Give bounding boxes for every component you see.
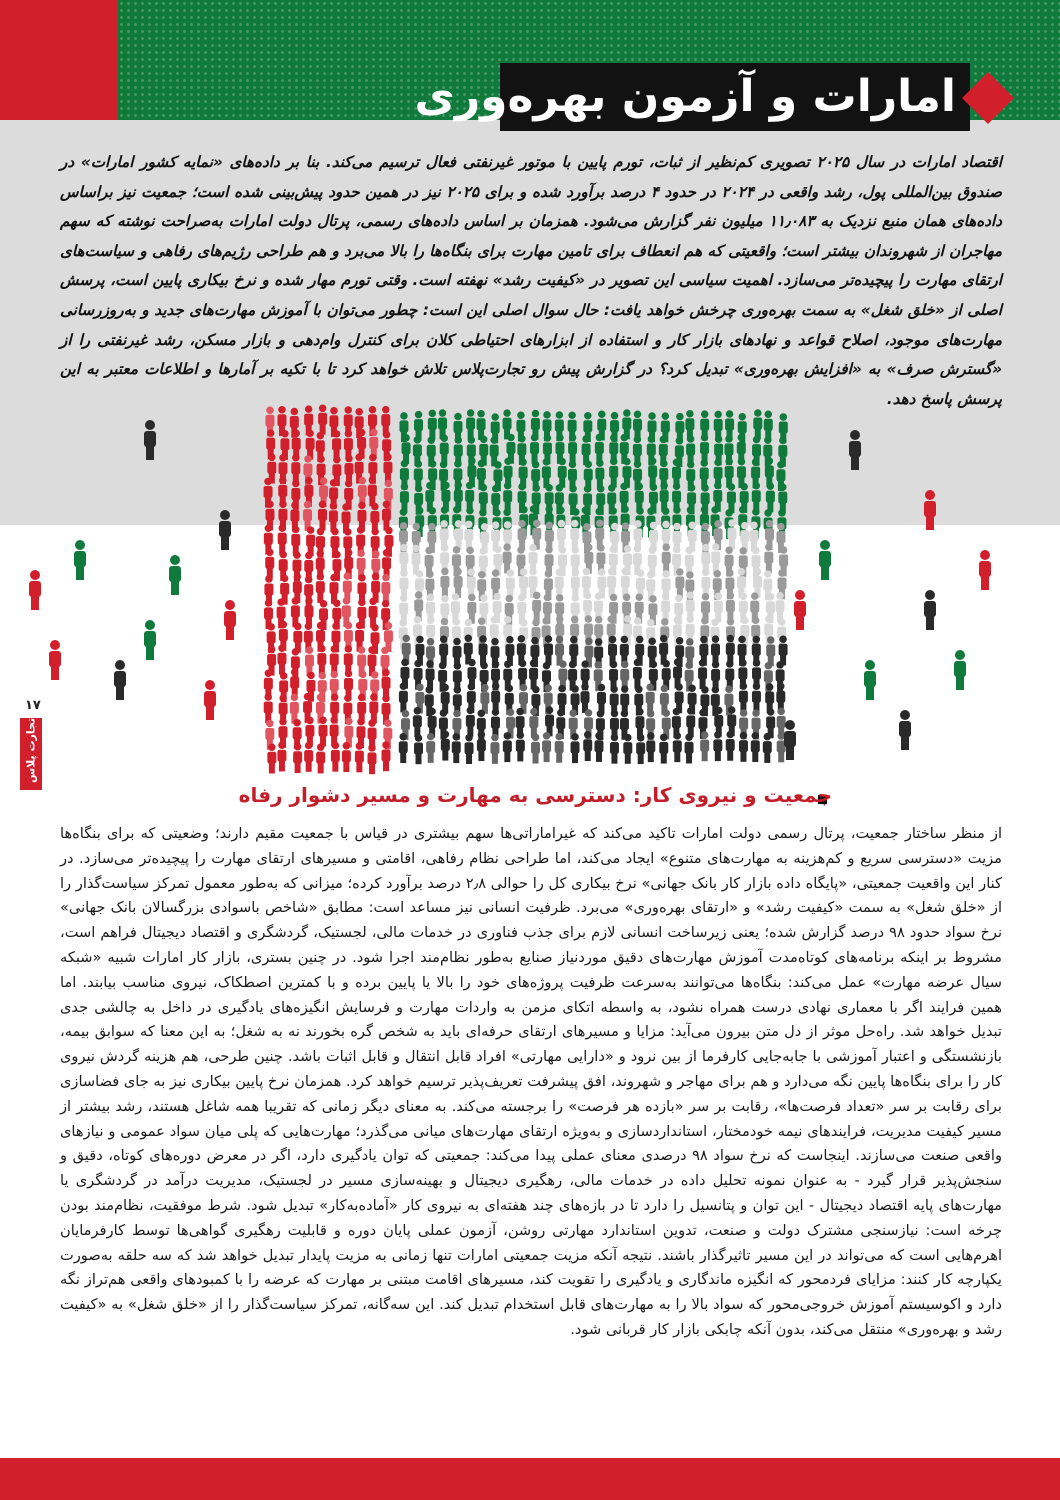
person-figure-icon <box>293 623 302 653</box>
person-figure-icon <box>819 540 831 580</box>
person-figure-icon <box>621 567 630 597</box>
person-figure-icon <box>924 490 936 530</box>
person-figure-icon <box>726 731 735 761</box>
person-figure-icon <box>739 682 748 712</box>
person-figure-icon <box>382 501 391 531</box>
person-figure-icon <box>369 598 378 628</box>
person-figure-icon <box>518 520 527 550</box>
person-figure-icon <box>726 592 735 622</box>
person-figure-icon <box>440 568 449 598</box>
intro-paragraph: اقتصاد امارات در سال ۲۰۲۵ تصویری کم‌نظیر از ثبات، تورم پایین با موتور غیرنفتی فعال ترسیم می‌کند. بنا بر داده‌های «نمایه کشور امارات» در صندوق بین‌المللی پول، رشد واقعی در ۲۰۲۴ در حدود ۴ درصد برآورد شده و برای ۲۰۲۵ نیز در همین حدود پیش‌بینی شده است؛ جمعیت نیز براساس داده‌های همان منبع نزدیک به ۱۱٫۰۸۳ میلیون نفر گزارش می‌شود. همزمان بر اساس داده‌های رسمی، پرتال دولت امارات به‌صراحت نوشته که سهم مهاجران از شهروندان بیشتر است؛ واقعیتی که هم انعطاف برای تامین مهارت برای بنگاه‌ها را بالا می‌برد و هم طراحی رژیم‌های رفاهی و سیاست‌های ارتقای مهارت را پیچیده‌تر می‌سازد. اهمیت سیاسی این تصویر در «کیفیت رشد» نهفته است. وقتی تورم مهار شده و نرخ بیکاری پایین است، پرسش اصلی از «خلق شغل» به سمت بهره‌وری چرخش خواهد یافت: حال سوال اصلی این است: چطور می‌توان با آموزش مهارت‌های جدید و به‌روزرسانی مهارت‌های موجود، اصلاح قواعد و نهادهای بازار کار و استفاده از ابزارهای احتیاطی کلان برای کنترل وام‌دهی و بازار مسکن، رشد غیرنفتی را از «گسترش صرف» به «افزایش بهره‌وری» تبدیل کرد؟ در گزارش پیش رو تجارت‌پلاس تلاش خواهد کرد تا با تکیه بر آمارها و اطلاعات معتبر به این پرسش پاسخ دهد. <box>60 153 1002 408</box>
person-figure-icon <box>452 733 461 763</box>
person-figure-icon <box>264 693 273 723</box>
person-figure-icon <box>506 569 515 599</box>
person-figure-icon <box>465 734 474 764</box>
person-figure-icon <box>778 483 787 513</box>
section-body: از منظر ساختار جمعیت، پرتال رسمی دولت امارات تاکید می‌کند که غیراماراتی‌ها سهم بیشتری در قیاس با جمعیت مقیم دارند؛ وضعیتی که برای بنگاه‌ها مزیت «دسترسی سریع و کم‌هزینه به مهارت‌های متنوع» ایجاد می‌کند، اما طراحی نظام رفاهی، اقامتی و مسیرهای ارتقای مهارت را پیچیده‌تر می‌سازد. در کنار این واقعیت جمعیتی، «پایگاه داده بازار کار بانک جهانی» نرخ بیکاری کل را حوالی ۲٫۸ درصد برآورد کرده؛ میزانی که به‌طور معمول تمرکز سیاست‌گذار را از «خلق شغل» به سمت «کیفیت رشد» و «ارتقای بهره‌وری» می‌برد. ظرفیت انسانی نیز مساعد است: مطابق «شاخص باسوادی بزرگسالان بانک جهانی» نرخ سواد حدود ۹۸ درصد گزارش شده؛ یعنی زیرساخت انسانی لازم برای جذب فناوری در خدمات مالی، لجستیک، گردشگری و اقتصاد دیجیتال فراهم است، مشروط بر اینکه برنامه‌های کوتاه‌مدت آموزش مهارت‌های دقیق موردنیاز صنایع به‌طور نظام‌مند اجرا شود. در چنین بستری، بازار کار امارات شبیه «شبکه سیال عرضه مهارت» عمل می‌کند: بنگاه‌ها می‌توانند به‌سرعت ظرفیت پروژه‌های خود را بالا یا پایین برده و با کمترین اصطکاک، نیروی مناسب بیابند. اما همین فرایند اگر با معماری نهادی درست همراه نشود، به واسطه اتکای مزمن به واردات مهارت و فرسایش انگیزه‌های یادگیری در داخل به چالشی جدی تبدیل خواهد شد. راه‌حل موثر از دل متن بیرون می‌آید: مزایا و مسیرهای ارتقای حرفه‌ای باید به شخص گره بخورند نه به شغل؛ به این معنا که سوابق بیمه، بازنشستگی و اعتبار آموزشی با جابه‌جایی کارفرما از بین نرود و «دارایی مهارتی» افراد قابل انتقال و قابل اثبات باشد. چنین طرحی، هم هزینه گردش نیروی کار را برای بنگاه‌ها پایین نگه می‌دارد و هم برای مهاجر و شهروند، افق پیشرفت تعریف‌پذیر ترسیم خواهد کرد. همزمان نرخ پایین بیکاری نیز به جای فضاسازی برای رقابت بر سر «تعداد فرصت‌ها»، رقابت بر سر «بازده هر فرصت» را برجسته می‌کند. به معنای دیگر زمانی که تقریبا همه شاغل هستند، رشد بیشتر از مسیر کیفیت مدیریت، فرایندهای نیمه خودمختار، استانداردسازی و به‌ویژه ارتقای مهارت‌های میانی می‌گذرد؛ مهارت‌هایی که پلی میان سواد عمومی و نیازهای واقعی صنعت می‌سازند. اینجاست که نرخ سواد ۹۸ درصدی معنای عملی پیدا می‌کند: جمعیتی که توان یادگیری دارد، اگر در معرض دوره‌های کوتاه، دقیق و سنجش‌پذیر قرار گیرد - به عنوان نمونه تحلیل داده در خدمات مالی، رهگیری دیجیتال و بهینه‌سازی مسیر در لجستیک، مدیریت درآمد در گردشگری یا مهارت‌های پایه اقتصاد دیجیتال - این توان و پتانسیل را دارد تا در بازه‌های چند هفته‌ای به نیروی کار «آماده‌به‌کار» تبدیل شود. شرط موفقیت، نظام‌مند بودن چرخه است: نیازسنجی مشترک دولت و صنعت، تدوین استاندارد مهارتی روشن، آزمون عملی پایان دوره و قابلیت رهگیری گواهی‌ها توسط کارفرمایان اهرم‌هایی است که می‌تواند در این مسیر تاثیرگذار باشند. نتیجه آنکه مزیت جمعیتی امارات تنها زمانی به مزیت پایدار تبدیل خواهد شد که سه حلقه به‌صورت یکپارچه کار کنند: مزایای فردمحور که انگیزه ماندگاری و یادگیری را تقویت کند، مسیرهای اقامت مبتنی بر مهارت که عرضه را با کمبودهای واقعی هم‌تراز نگه دارد و اکوسیستم آموزش خروجی‌محور که سواد بالا را به مهارت‌های قابل استخدام تبدیل کند. این سه‌گانه، تمرکز سیاست‌گذار را از «خلق شغل» به «کیفیت رشد و بهره‌وری» منتقل می‌کند، بدون آنکه چابکی بازار کار قربانی شود. <box>60 825 1003 1338</box>
person-figure-icon <box>753 409 762 439</box>
person-figure-icon <box>219 510 231 550</box>
person-figure-icon <box>700 731 709 761</box>
person-figure-icon <box>594 732 603 762</box>
person-figure-icon <box>477 618 486 648</box>
person-figure-icon <box>426 660 435 690</box>
person-figure-icon <box>784 720 796 760</box>
person-figure-icon <box>529 660 538 690</box>
person-figure-icon <box>609 458 618 488</box>
person-figure-icon <box>568 434 577 464</box>
person-figure-icon <box>660 482 669 512</box>
person-figure-icon <box>381 574 390 604</box>
person-figure-icon <box>402 434 411 464</box>
person-figure-icon <box>739 732 748 762</box>
person-figure-icon <box>144 620 156 660</box>
person-figure-icon <box>306 430 315 460</box>
person-figure-icon <box>595 434 604 464</box>
person-figure-icon <box>794 590 806 630</box>
person-figure-icon <box>979 550 991 590</box>
person-figure-icon <box>675 568 684 598</box>
person-figure-icon <box>381 741 390 771</box>
person-figure-icon <box>317 645 326 675</box>
footer-bar <box>0 1458 1060 1500</box>
person-figure-icon <box>316 743 325 773</box>
person-figure-icon <box>330 574 339 604</box>
person-figure-icon <box>766 636 775 666</box>
person-figure-icon <box>428 410 437 440</box>
person-figure-icon <box>633 659 642 689</box>
person-figure-icon <box>597 684 606 714</box>
person-figure-icon <box>331 742 340 772</box>
person-figure-icon <box>661 592 670 622</box>
person-figure-icon <box>439 635 448 665</box>
person-figure-icon <box>779 635 788 665</box>
page-number: ۱۷ <box>25 698 41 713</box>
person-figure-icon <box>727 483 736 513</box>
person-figure-icon <box>316 573 325 603</box>
person-figure-icon <box>544 635 553 665</box>
person-figure-icon <box>412 545 421 575</box>
person-figure-icon <box>440 618 449 648</box>
person-figure-icon <box>542 458 551 488</box>
person-figure-icon <box>49 640 61 680</box>
person-figure-icon <box>265 549 274 579</box>
person-figure-icon <box>659 734 668 764</box>
person-figure-icon <box>441 684 450 714</box>
person-figure-icon <box>342 742 351 772</box>
person-figure-icon <box>426 733 435 763</box>
person-figure-icon <box>531 619 540 649</box>
person-figure-icon <box>329 502 338 532</box>
person-figure-icon <box>557 520 566 550</box>
person-figure-icon <box>399 682 408 712</box>
person-figure-icon <box>686 707 695 737</box>
person-figure-icon <box>480 684 489 714</box>
person-figure-icon <box>491 708 500 738</box>
person-figure-icon <box>318 501 327 531</box>
person-figure-icon <box>277 741 286 771</box>
person-figure-icon <box>555 733 564 763</box>
person-figure-icon <box>571 568 580 598</box>
person-figure-icon <box>278 524 287 554</box>
person-figure-icon <box>542 617 551 647</box>
person-figure-icon <box>368 744 377 774</box>
person-figure-icon <box>714 592 723 622</box>
person-figure-icon <box>751 732 760 762</box>
page-title: امارات و آزمون بهره‌وری <box>414 71 956 122</box>
person-figure-icon <box>571 733 580 763</box>
person-figure-icon <box>725 458 734 488</box>
person-figure-icon <box>224 600 236 640</box>
person-figure-icon <box>636 734 645 764</box>
brand-label: تجارت پلاس <box>24 717 38 784</box>
person-figure-icon <box>516 731 525 761</box>
person-figure-icon <box>764 543 773 573</box>
person-figure-icon <box>414 734 423 764</box>
person-figure-icon <box>293 743 302 773</box>
person-figure-icon <box>291 597 300 627</box>
person-figure-icon <box>400 483 409 513</box>
person-figure-icon <box>623 734 632 764</box>
person-figure-icon <box>698 659 707 689</box>
person-figure-icon <box>503 482 512 512</box>
person-figure-icon <box>490 734 499 764</box>
person-figure-icon <box>277 644 286 674</box>
section-heading: جمعیت و نیروی کار: دسترسی به مهارت و مسیر دشوار رفاه <box>238 783 832 807</box>
person-figure-icon <box>477 731 486 761</box>
person-figure-icon <box>332 430 341 460</box>
person-figure-icon <box>305 646 314 676</box>
person-figure-icon <box>399 733 408 763</box>
person-figure-icon <box>355 742 364 772</box>
person-figure-icon <box>519 568 528 598</box>
crowd-flag-illustration <box>0 395 1060 790</box>
person-figure-icon <box>558 458 567 488</box>
person-figure-icon <box>29 570 41 610</box>
person-figure-icon <box>740 522 749 552</box>
person-figure-icon <box>752 482 761 512</box>
person-figure-icon <box>318 405 327 435</box>
person-figure-icon <box>169 555 181 595</box>
person-figure-icon <box>531 734 540 764</box>
person-figure-icon <box>713 731 722 761</box>
person-figure-icon <box>204 680 216 720</box>
person-figure-icon <box>479 635 488 665</box>
brand-tag <box>20 718 42 790</box>
person-figure-icon <box>319 717 328 747</box>
person-figure-icon <box>542 732 551 762</box>
person-figure-icon <box>503 732 512 762</box>
person-figure-icon <box>763 733 772 763</box>
person-figure-icon <box>899 710 911 750</box>
person-figure-icon <box>114 660 126 700</box>
person-figure-icon <box>662 544 671 574</box>
person-figure-icon <box>464 521 473 551</box>
person-figure-icon <box>545 706 554 736</box>
person-figure-icon <box>595 459 604 489</box>
person-figure-icon <box>503 543 512 573</box>
person-figure-icon <box>369 693 378 723</box>
person-figure-icon <box>764 411 773 441</box>
person-figure-icon <box>144 420 156 460</box>
person-figure-icon <box>330 716 339 746</box>
person-figure-icon <box>581 683 590 713</box>
person-figure-icon <box>291 454 300 484</box>
person-figure-icon <box>849 430 861 470</box>
person-figure-icon <box>766 482 775 512</box>
person-figure-icon <box>306 526 315 556</box>
person-figure-icon <box>686 435 695 465</box>
person-figure-icon <box>74 540 86 580</box>
person-figure-icon <box>466 707 475 737</box>
person-figure-icon <box>646 732 655 762</box>
person-figure-icon <box>726 635 735 665</box>
person-figure-icon <box>924 590 936 630</box>
person-figure-icon <box>440 434 449 464</box>
person-figure-icon <box>570 520 579 550</box>
person-figure-icon <box>776 592 785 622</box>
person-figure-icon <box>530 434 539 464</box>
person-figure-icon <box>610 734 619 764</box>
person-figure-icon <box>304 742 313 772</box>
person-figure-icon <box>381 669 390 699</box>
person-figure-icon <box>454 520 463 550</box>
person-figure-icon <box>954 650 966 690</box>
person-figure-icon <box>532 592 541 622</box>
person-figure-icon <box>291 526 300 556</box>
person-figure-icon <box>685 733 694 763</box>
person-figure-icon <box>466 409 475 439</box>
person-figure-icon <box>413 707 422 737</box>
flag-red-stripe <box>0 0 118 120</box>
person-figure-icon <box>607 568 616 598</box>
person-figure-icon <box>864 660 876 700</box>
person-figure-icon <box>267 743 276 773</box>
title-diamond-icon <box>962 72 1014 124</box>
person-figure-icon <box>752 682 761 712</box>
person-figure-icon <box>673 732 682 762</box>
person-figure-icon <box>635 708 644 738</box>
person-figure-icon <box>648 457 657 487</box>
person-figure-icon <box>491 683 500 713</box>
person-figure-icon <box>368 476 377 506</box>
person-figure-icon <box>441 731 450 761</box>
person-figure-icon <box>477 410 486 440</box>
person-figure-icon <box>529 708 538 738</box>
person-figure-icon <box>646 683 655 713</box>
person-figure-icon <box>383 453 392 483</box>
person-figure-icon <box>555 568 564 598</box>
person-figure-icon <box>711 543 720 573</box>
person-figure-icon <box>428 708 437 738</box>
person-figure-icon <box>727 519 736 549</box>
person-figure-icon <box>583 731 592 761</box>
